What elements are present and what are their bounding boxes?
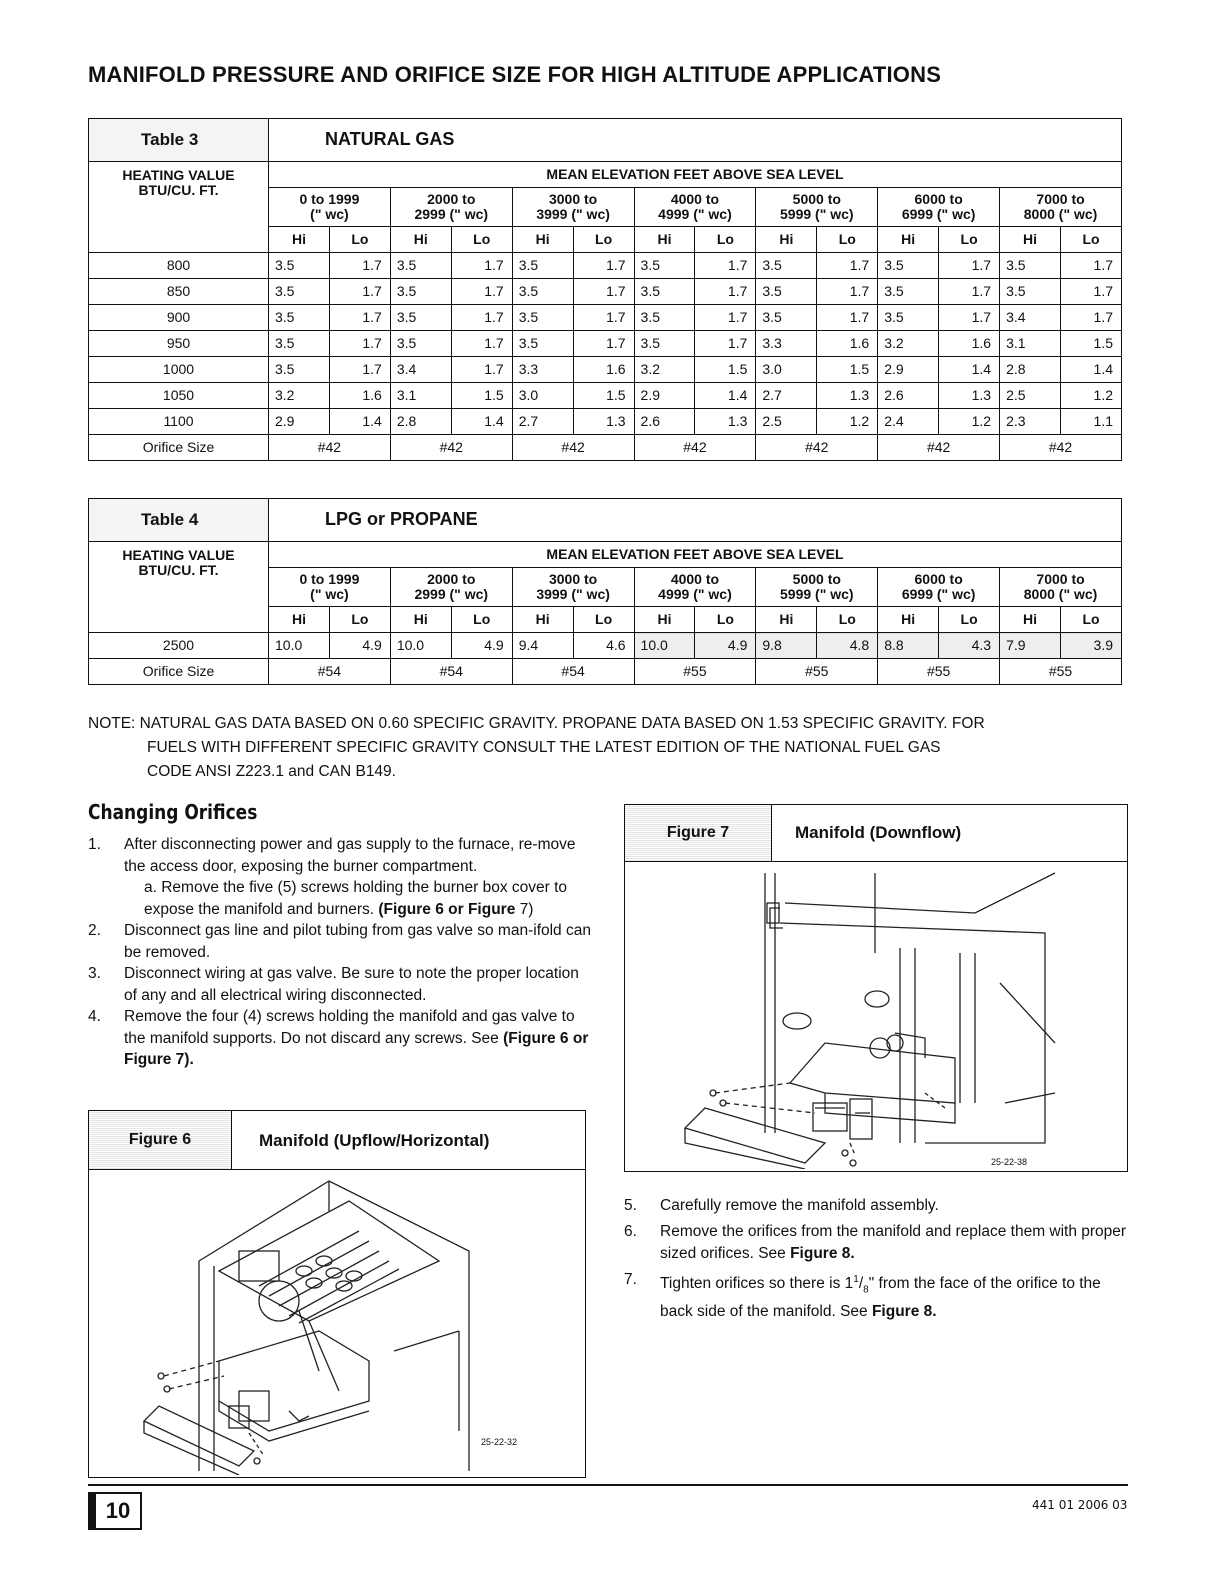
- lo-pressure-value: 1.4: [695, 383, 756, 409]
- table-title-row: [89, 119, 1122, 162]
- hi-label: Hi: [634, 227, 695, 253]
- hi-label: Hi: [512, 227, 573, 253]
- figure-7: [624, 804, 1128, 1172]
- lo-label: Lo: [817, 607, 878, 633]
- hi-pressure-value: 2.9: [269, 409, 330, 435]
- orifice-size-value: #42: [512, 435, 634, 461]
- elevation-range: [390, 568, 512, 607]
- lo-pressure-value: 1.3: [817, 383, 878, 409]
- lo-pressure-value: 1.7: [695, 253, 756, 279]
- lo-pressure-value: 1.7: [451, 279, 512, 305]
- lo-pressure-value: 1.5: [1060, 331, 1121, 357]
- hi-pressure-value: 2.6: [878, 383, 939, 409]
- orifice-size-value: #42: [878, 435, 1000, 461]
- step-1a: a. Remove the five (5) screws holding the burner box cover to expose the manifold and burners. (Figure 6 or Figure 7): [144, 879, 568, 918]
- lo-pressure-value: 1.4: [451, 409, 512, 435]
- elevation-range-line-1: 6000 to: [914, 190, 963, 207]
- hi-pressure-value: 3.5: [634, 279, 695, 305]
- lo-pressure-value: 1.7: [817, 305, 878, 331]
- elevation-range-line-1: 0 to 1999: [299, 190, 360, 207]
- lo-pressure-value: 1.7: [329, 253, 390, 279]
- table-row: [89, 305, 1122, 331]
- table-row: [89, 253, 1122, 279]
- note-line-2: FUELS WITH DIFFERENT SPECIFIC GRAVITY CONSULT THE LATEST EDITION OF THE NATIONAL FUEL GAS: [147, 739, 941, 756]
- table-tag: Table 3: [89, 119, 269, 162]
- btu-value: 1100: [89, 409, 269, 435]
- lo-pressure-value: 1.4: [329, 409, 390, 435]
- lo-label: Lo: [939, 607, 1000, 633]
- orifice-size-value: #55: [878, 659, 1000, 685]
- hi-label: Hi: [269, 227, 330, 253]
- hi-pressure-value: 2.8: [1000, 357, 1061, 383]
- elevation-range-line-2: 6999 (" wc): [901, 206, 976, 222]
- orifice-size-value: #55: [1000, 659, 1122, 685]
- hi-label: Hi: [512, 607, 573, 633]
- elevation-range: [1000, 188, 1122, 227]
- btu-value: 900: [89, 305, 269, 331]
- figure-6-title: Manifold (Upflow/Horizontal): [259, 1131, 490, 1150]
- elevation-range-line-2: 4999 (" wc): [658, 206, 732, 222]
- orifice-size-row: [89, 435, 1122, 461]
- table-row: [89, 383, 1122, 409]
- elevation-range-line-2: (" wc): [310, 206, 349, 222]
- elevation-range: [390, 188, 512, 227]
- elevation-range-line-2: 5999 (" wc): [780, 206, 854, 222]
- elevation-range: [269, 568, 391, 607]
- note-line-1: NOTE: NATURAL GAS DATA BASED ON 0.60 SPECIFIC GRAVITY. PROPANE DATA BASED ON 1.53 SPECIFIC GRAVITY. FOR: [88, 715, 985, 732]
- lo-pressure-value: 1.3: [939, 383, 1000, 409]
- elevation-range: [878, 568, 1000, 607]
- figure-6: [88, 1110, 586, 1478]
- btu-value: 950: [89, 331, 269, 357]
- lo-pressure-value: 1.5: [695, 357, 756, 383]
- elevation-range: [269, 188, 391, 227]
- lo-pressure-value: 1.7: [451, 253, 512, 279]
- lo-pressure-value: 1.7: [817, 253, 878, 279]
- hi-pressure-value: 2.6: [634, 409, 695, 435]
- lo-pressure-value: 1.7: [329, 331, 390, 357]
- hi-pressure-value: 3.5: [1000, 253, 1061, 279]
- document-id: 441 01 2006 03: [1032, 1498, 1128, 1512]
- elevation-range-line-1: 7000 to: [1036, 190, 1085, 207]
- lo-pressure-value: 4.3: [939, 633, 1000, 659]
- lo-label: Lo: [329, 227, 390, 253]
- hi-label: Hi: [634, 607, 695, 633]
- hi-pressure-value: 10.0: [634, 633, 695, 659]
- hi-pressure-value: 10.0: [269, 633, 330, 659]
- heating-value-line-1: HEATING VALUE: [122, 167, 235, 183]
- hi-pressure-value: 8.8: [878, 633, 939, 659]
- hi-pressure-value: 3.5: [634, 305, 695, 331]
- hi-pressure-value: 3.4: [390, 357, 451, 383]
- hi-pressure-value: 9.8: [756, 633, 817, 659]
- lo-pressure-value: 1.7: [1060, 305, 1121, 331]
- heating-value-header: [89, 162, 269, 253]
- lo-pressure-value: 1.6: [573, 357, 634, 383]
- page-title: MANIFOLD PRESSURE AND ORIFICE SIZE FOR HIGH ALTITUDE APPLICATIONS: [88, 62, 942, 87]
- hi-label: Hi: [756, 607, 817, 633]
- table-row: [89, 357, 1122, 383]
- hi-pressure-value: 3.5: [390, 253, 451, 279]
- elevation-range: [878, 188, 1000, 227]
- lo-pressure-value: 1.2: [939, 409, 1000, 435]
- elevation-range-line-1: 7000 to: [1036, 570, 1085, 587]
- hi-pressure-value: 3.5: [878, 305, 939, 331]
- orifice-size-value: #55: [634, 659, 756, 685]
- lo-pressure-value: 4.9: [451, 633, 512, 659]
- footer-rule: [88, 1484, 1128, 1486]
- table-row: [89, 409, 1122, 435]
- elevation-header: MEAN ELEVATION FEET ABOVE SEA LEVEL: [269, 542, 1122, 568]
- figure-7-tag: Figure 7: [625, 805, 772, 861]
- lo-pressure-value: 1.7: [573, 253, 634, 279]
- lo-pressure-value: 1.4: [939, 357, 1000, 383]
- hi-pressure-value: 3.5: [878, 253, 939, 279]
- elevation-range: [512, 188, 634, 227]
- hi-pressure-value: 3.0: [512, 383, 573, 409]
- lo-pressure-value: 1.7: [1060, 253, 1121, 279]
- hi-pressure-value: 3.5: [512, 279, 573, 305]
- specific-gravity-note: [88, 712, 1133, 784]
- step-6: 6. Remove the orifices from the manifold and replace them with proper sized orifices. See Figure 8.: [624, 1223, 1127, 1262]
- lo-pressure-value: 1.7: [573, 305, 634, 331]
- hi-pressure-value: 3.0: [756, 357, 817, 383]
- lo-pressure-value: 1.7: [451, 357, 512, 383]
- elevation-range-line-2: 5999 (" wc): [780, 586, 854, 602]
- step-1: 1. After disconnecting power and gas supply to the furnace, re-move the access door, exposing the burner compartment. a. Remove the five (5) screws holding the burner box cover to expose the manifold and burners. (Figure 6 or Figure 7): [88, 834, 596, 920]
- lo-pressure-value: 1.7: [939, 305, 1000, 331]
- lo-pressure-value: 1.7: [329, 279, 390, 305]
- elevation-range: [756, 568, 878, 607]
- hi-pressure-value: 2.7: [512, 409, 573, 435]
- elevation-range: [634, 188, 756, 227]
- hi-pressure-value: 3.5: [512, 253, 573, 279]
- table-row: [89, 633, 1122, 659]
- hi-pressure-value: 3.2: [634, 357, 695, 383]
- lo-label: Lo: [451, 607, 512, 633]
- heating-value-line-1: HEATING VALUE: [122, 547, 235, 563]
- hi-pressure-value: 2.9: [878, 357, 939, 383]
- hi-pressure-value: 3.5: [390, 331, 451, 357]
- manifold-downflow-illustration: [625, 863, 1127, 1169]
- elevation-range-line-1: 5000 to: [792, 190, 841, 207]
- step-4: 4. Remove the four (4) screws holding the manifold and gas valve to the manifold supports. Do not discard any screws. See (Figure 6 or Figure 7).: [88, 1008, 589, 1068]
- hi-pressure-value: 2.3: [1000, 409, 1061, 435]
- hi-pressure-value: 2.8: [390, 409, 451, 435]
- table-title-row: [89, 499, 1122, 542]
- hi-label: Hi: [756, 227, 817, 253]
- lo-pressure-value: 1.7: [939, 279, 1000, 305]
- elevation-range-line-1: 2000 to: [427, 190, 476, 207]
- table-row: [89, 279, 1122, 305]
- hi-pressure-value: 3.5: [269, 279, 330, 305]
- orifice-size-value: #42: [390, 435, 512, 461]
- lo-pressure-value: 1.7: [573, 279, 634, 305]
- elevation-range-line-2: 4999 (" wc): [658, 586, 732, 602]
- hi-pressure-value: 10.0: [390, 633, 451, 659]
- lo-pressure-value: 1.5: [573, 383, 634, 409]
- table-row: [89, 331, 1122, 357]
- hi-pressure-value: 7.9: [1000, 633, 1061, 659]
- lo-pressure-value: 1.7: [329, 357, 390, 383]
- orifice-size-value: #42: [634, 435, 756, 461]
- hi-pressure-value: 3.5: [756, 279, 817, 305]
- elevation-range-line-1: 4000 to: [670, 190, 720, 207]
- hi-label: Hi: [878, 227, 939, 253]
- lo-label: Lo: [451, 227, 512, 253]
- lo-pressure-value: 1.7: [451, 331, 512, 357]
- hi-label: Hi: [878, 607, 939, 633]
- hi-pressure-value: 3.5: [269, 331, 330, 357]
- elevation-range-line-2: 8000 (" wc): [1023, 586, 1098, 602]
- steps-list-left: [88, 834, 596, 1071]
- lo-pressure-value: 1.3: [695, 409, 756, 435]
- hi-label: Hi: [390, 607, 451, 633]
- btu-value: 2500: [89, 633, 269, 659]
- orifice-size-value: #54: [390, 659, 512, 685]
- heating-value-line-2: BTU/CU. FT.: [138, 182, 219, 199]
- step-5: 5. Carefully remove the manifold assembly.: [624, 1197, 939, 1214]
- step-7: 7. Tighten orifices so there is $1^1/_8$" from the face of the orifice to the back side of the manifold. See Figure 8.: [624, 1271, 1101, 1321]
- figure-7-part-number: 25-22-38: [991, 1157, 1028, 1167]
- hi-pressure-value: 3.3: [756, 331, 817, 357]
- lo-pressure-value: 1.6: [329, 383, 390, 409]
- hi-pressure-value: 2.9: [634, 383, 695, 409]
- hi-pressure-value: 3.5: [634, 253, 695, 279]
- lo-pressure-value: 4.9: [695, 633, 756, 659]
- hi-pressure-value: 3.1: [1000, 331, 1061, 357]
- elevation-range-line-1: 6000 to: [914, 570, 963, 587]
- orifice-size-value: #42: [269, 435, 391, 461]
- elevation-range: [634, 568, 756, 607]
- step-3: 3. Disconnect wiring at gas valve. Be sure to note the proper location of any and all electrical wiring disconnected.: [88, 965, 579, 1004]
- lo-pressure-value: 1.7: [939, 253, 1000, 279]
- elevation-range-line-2: 3999 (" wc): [536, 586, 610, 602]
- elevation-range-line-2: 2999 (" wc): [414, 206, 489, 222]
- lo-pressure-value: 1.6: [817, 331, 878, 357]
- lo-pressure-value: 1.4: [1060, 357, 1121, 383]
- lo-label: Lo: [695, 227, 756, 253]
- lo-pressure-value: 1.1: [1060, 409, 1121, 435]
- lo-pressure-value: 1.7: [573, 331, 634, 357]
- lo-label: Lo: [573, 607, 634, 633]
- btu-value: 850: [89, 279, 269, 305]
- elevation-range-line-2: 8000 (" wc): [1023, 206, 1098, 222]
- heating-value-line-2: BTU/CU. FT.: [138, 562, 219, 579]
- lo-pressure-value: 1.3: [573, 409, 634, 435]
- lo-pressure-value: 1.2: [1060, 383, 1121, 409]
- elevation-range: [756, 188, 878, 227]
- elevation-header-row: [89, 542, 1122, 568]
- lo-pressure-value: 1.5: [817, 357, 878, 383]
- hi-pressure-value: 3.5: [756, 305, 817, 331]
- hi-pressure-value: 3.5: [512, 331, 573, 357]
- orifice-size-value: #42: [756, 435, 878, 461]
- hi-pressure-value: 3.5: [269, 357, 330, 383]
- figure-6-part-number: 25-22-32: [481, 1437, 518, 1447]
- lo-pressure-value: 3.9: [1060, 633, 1121, 659]
- btu-value: 1000: [89, 357, 269, 383]
- elevation-range-line-2: (" wc): [310, 586, 349, 602]
- hi-pressure-value: 2.7: [756, 383, 817, 409]
- hi-pressure-value: 3.2: [269, 383, 330, 409]
- lo-label: Lo: [817, 227, 878, 253]
- lo-pressure-value: 1.6: [939, 331, 1000, 357]
- note-line-3: CODE ANSI Z223.1 and CAN B149.: [147, 763, 396, 780]
- elevation-range-line-2: 2999 (" wc): [414, 586, 489, 602]
- elevation-range-line-1: 2000 to: [427, 570, 476, 587]
- hi-pressure-value: 3.1: [390, 383, 451, 409]
- orifice-size-value: #55: [756, 659, 878, 685]
- hi-label: Hi: [390, 227, 451, 253]
- table-tag: Table 4: [89, 499, 269, 542]
- lo-label: Lo: [939, 227, 1000, 253]
- lo-label: Lo: [329, 607, 390, 633]
- orifice-size-label: Orifice Size: [89, 659, 269, 685]
- lo-pressure-value: 1.7: [695, 305, 756, 331]
- hi-pressure-value: 3.5: [878, 279, 939, 305]
- figure-7-title: Manifold (Downflow): [795, 823, 962, 842]
- lo-label: Lo: [695, 607, 756, 633]
- lo-pressure-value: 1.7: [695, 279, 756, 305]
- hi-pressure-value: 3.3: [512, 357, 573, 383]
- lo-pressure-value: 1.7: [695, 331, 756, 357]
- hi-pressure-value: 2.5: [1000, 383, 1061, 409]
- manifold-upflow-illustration: [89, 1171, 585, 1475]
- elevation-range-line-1: 3000 to: [548, 190, 598, 207]
- elevation-header: MEAN ELEVATION FEET ABOVE SEA LEVEL: [269, 162, 1122, 188]
- elevation-range-line-2: 3999 (" wc): [536, 206, 610, 222]
- lo-pressure-value: 1.7: [1060, 279, 1121, 305]
- orifice-size-value: #54: [512, 659, 634, 685]
- hi-pressure-value: 3.5: [390, 305, 451, 331]
- elevation-range-line-1: 0 to 1999: [299, 570, 360, 587]
- propane-table: [88, 498, 1122, 685]
- hi-pressure-value: 3.5: [512, 305, 573, 331]
- elevation-range-line-1: 5000 to: [792, 570, 841, 587]
- changing-orifices-heading: Changing Orifices: [88, 800, 258, 824]
- hi-pressure-value: 3.5: [269, 305, 330, 331]
- gas-type-label: LPG or PROPANE: [269, 499, 1122, 542]
- lo-pressure-value: 4.6: [573, 633, 634, 659]
- lo-pressure-value: 1.2: [817, 409, 878, 435]
- orifice-size-row: [89, 659, 1122, 685]
- elevation-range-line-2: 6999 (" wc): [901, 586, 976, 602]
- hi-label: Hi: [1000, 607, 1061, 633]
- elevation-range-line-1: 4000 to: [670, 570, 720, 587]
- figure-6-tag: Figure 6: [89, 1111, 232, 1169]
- orifice-size-value: #54: [269, 659, 391, 685]
- elevation-header-row: [89, 162, 1122, 188]
- page-number: 10: [88, 1492, 142, 1530]
- btu-value: 800: [89, 253, 269, 279]
- lo-pressure-value: 1.5: [451, 383, 512, 409]
- lo-label: Lo: [573, 227, 634, 253]
- hi-pressure-value: 3.5: [269, 253, 330, 279]
- orifice-size-label: Orifice Size: [89, 435, 269, 461]
- hi-pressure-value: 3.5: [756, 253, 817, 279]
- step-2: 2. Disconnect gas line and pilot tubing from gas valve so man-ifold can be removed.: [88, 922, 591, 961]
- elevation-range: [512, 568, 634, 607]
- hi-pressure-value: 2.5: [756, 409, 817, 435]
- hi-pressure-value: 2.4: [878, 409, 939, 435]
- lo-pressure-value: 1.7: [817, 279, 878, 305]
- orifice-size-value: #42: [1000, 435, 1122, 461]
- btu-value: 1050: [89, 383, 269, 409]
- gas-type-label: NATURAL GAS: [269, 119, 1122, 162]
- elevation-range-line-1: 3000 to: [548, 570, 598, 587]
- lo-pressure-value: 1.7: [451, 305, 512, 331]
- lo-label: Lo: [1060, 227, 1121, 253]
- hi-pressure-value: 9.4: [512, 633, 573, 659]
- elevation-range: [1000, 568, 1122, 607]
- lo-pressure-value: 1.7: [329, 305, 390, 331]
- hi-pressure-value: 3.5: [1000, 279, 1061, 305]
- hi-pressure-value: 3.5: [634, 331, 695, 357]
- lo-pressure-value: 4.9: [329, 633, 390, 659]
- hi-pressure-value: 3.2: [878, 331, 939, 357]
- lo-pressure-value: 4.8: [817, 633, 878, 659]
- natural-gas-table: [88, 118, 1122, 461]
- heating-value-header: [89, 542, 269, 633]
- hi-pressure-value: 3.5: [390, 279, 451, 305]
- hi-pressure-value: 3.4: [1000, 305, 1061, 331]
- lo-label: Lo: [1060, 607, 1121, 633]
- hi-label: Hi: [1000, 227, 1061, 253]
- steps-list-right: [624, 1195, 1134, 1323]
- hi-label: Hi: [269, 607, 330, 633]
